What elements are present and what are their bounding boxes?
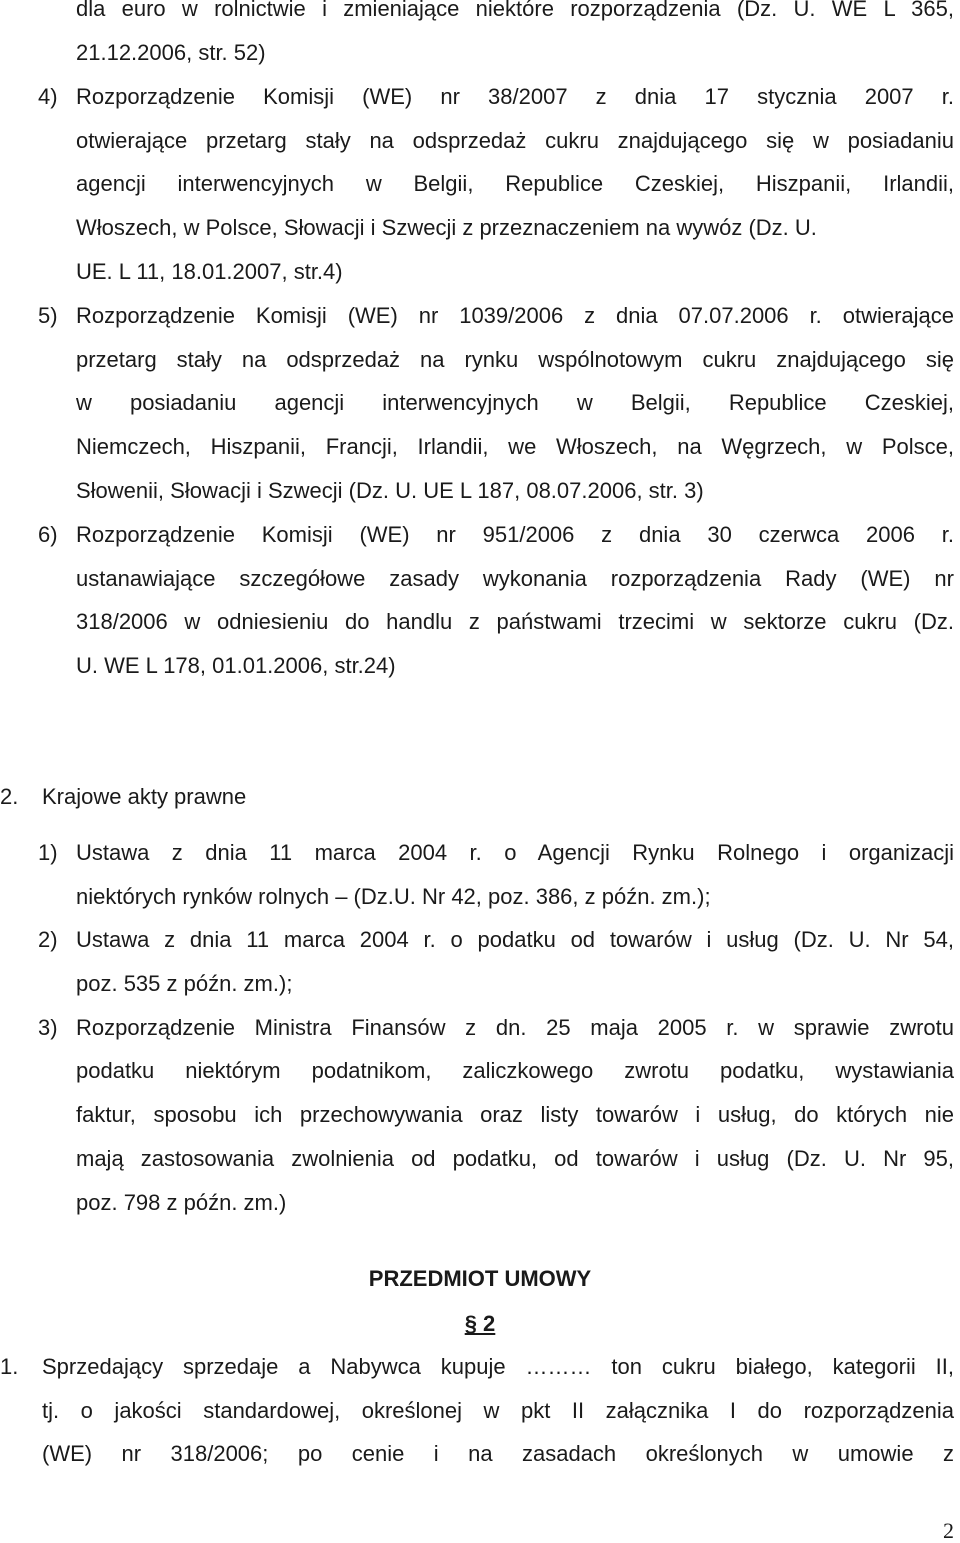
text-line: w posiadaniu agencji interwencyjnych w Belgii, Republice Czeskiej, <box>76 390 954 415</box>
paragraph-sign <box>0 1311 960 1337</box>
text-line: mają zastosowania zwolnienia od podatku, od towarów i usług (Dz. U. Nr 95, <box>76 1146 954 1171</box>
text-line: podatku niektórym podatnikom, zaliczkowego zwrotu podatku, wystawiania <box>76 1058 954 1083</box>
text-line: tj. o jakości standardowej, określonej w pkt II załącznika I do rozporządzenia <box>42 1398 954 1423</box>
list-number: 6) <box>38 522 58 547</box>
text-line: Rozporządzenie Komisji (WE) nr 38/2007 z dnia 17 stycznia 2007 r. <box>76 84 954 109</box>
text-line: Ustawa z dnia 11 marca 2004 r. o Agencji Rynku Rolnego i organizacji <box>76 840 954 865</box>
list-number: 3) <box>38 1015 58 1040</box>
text-line: (WE) nr 318/2006; po cenie i na zasadach określonych w umowie z <box>42 1441 954 1466</box>
text-line: Słowenii, Słowacji i Szwecji (Dz. U. UE L 187, 08.07.2006, str. 3) <box>76 478 704 503</box>
page-number: 2 <box>943 1518 954 1543</box>
text-line: niektórych rynków rolnych – (Dz.U. Nr 42, poz. 386, z późn. zm.); <box>76 884 711 909</box>
text-line: Sprzedający sprzedaje a Nabywca kupuje ……… ton cukru białego, kategorii II, <box>42 1354 954 1379</box>
text-line: otwierające przetarg stały na odsprzedaż cukru znajdującego się w posiadaniu <box>76 128 954 153</box>
text-line: poz. 798 z późn. zm.) <box>76 1190 287 1215</box>
text-line: faktur, sposobu ich przechowywania oraz listy towarów i usług, do których nie <box>76 1102 954 1127</box>
list-number: 2) <box>38 927 58 952</box>
list-number: 1) <box>38 840 58 865</box>
text-line: 318/2006 w odniesieniu do handlu z państwami trzecimi w sektorze cukru (Dz. <box>76 609 954 634</box>
text-line: Niemczech, Hiszpanii, Francji, Irlandii, we Włoszech, na Węgrzech, w Polsce, <box>76 434 954 459</box>
text-line: ustanawiające szczegółowe zasady wykonania rozporządzenia Rady (WE) nr <box>76 566 954 591</box>
section-title: Krajowe akty prawne <box>42 784 247 809</box>
text-line: Rozporządzenie Ministra Finansów z dn. 25 maja 2005 r. w sprawie zwrotu <box>76 1015 954 1040</box>
text-line: dla euro w rolnictwie i zmieniające niektóre rozporządzenia (Dz. U. WE L 365, <box>76 0 954 21</box>
paragraph-number: § 2 <box>464 1311 496 1336</box>
subject-heading: PRZEDMIOT UMOWY <box>368 1266 592 1291</box>
list-number: 4) <box>38 84 58 109</box>
text-line: Rozporządzenie Komisji (WE) nr 951/2006 z dnia 30 czerwca 2006 r. <box>76 522 954 547</box>
list-number: 5) <box>38 303 58 328</box>
text-line: Ustawa z dnia 11 marca 2004 r. o podatku od towarów i usług (Dz. U. Nr 54, <box>76 927 954 952</box>
text-line: UE. L 11, 18.01.2007, str.4) <box>76 259 343 284</box>
text-line: poz. 535 z późn. zm.); <box>76 971 293 996</box>
clause-number: 1. <box>0 1354 19 1379</box>
text-line: Włoszech, w Polsce, Słowacji i Szwecji z przeznaczeniem na wywóz (Dz. U. <box>76 215 817 240</box>
section-number: 2. <box>0 784 19 809</box>
text-line: U. WE L 178, 01.01.2006, str.24) <box>76 653 396 678</box>
text-line: 21.12.2006, str. 52) <box>76 40 266 65</box>
text-line: agencji interwencyjnych w Belgii, Republice Czeskiej, Hiszpanii, Irlandii, <box>76 171 954 196</box>
text-line: Rozporządzenie Komisji (WE) nr 1039/2006 z dnia 07.07.2006 r. otwierające <box>76 303 954 328</box>
text-line: przetarg stały na odsprzedaż na rynku wspólnotowym cukru znajdującego się <box>76 347 954 372</box>
